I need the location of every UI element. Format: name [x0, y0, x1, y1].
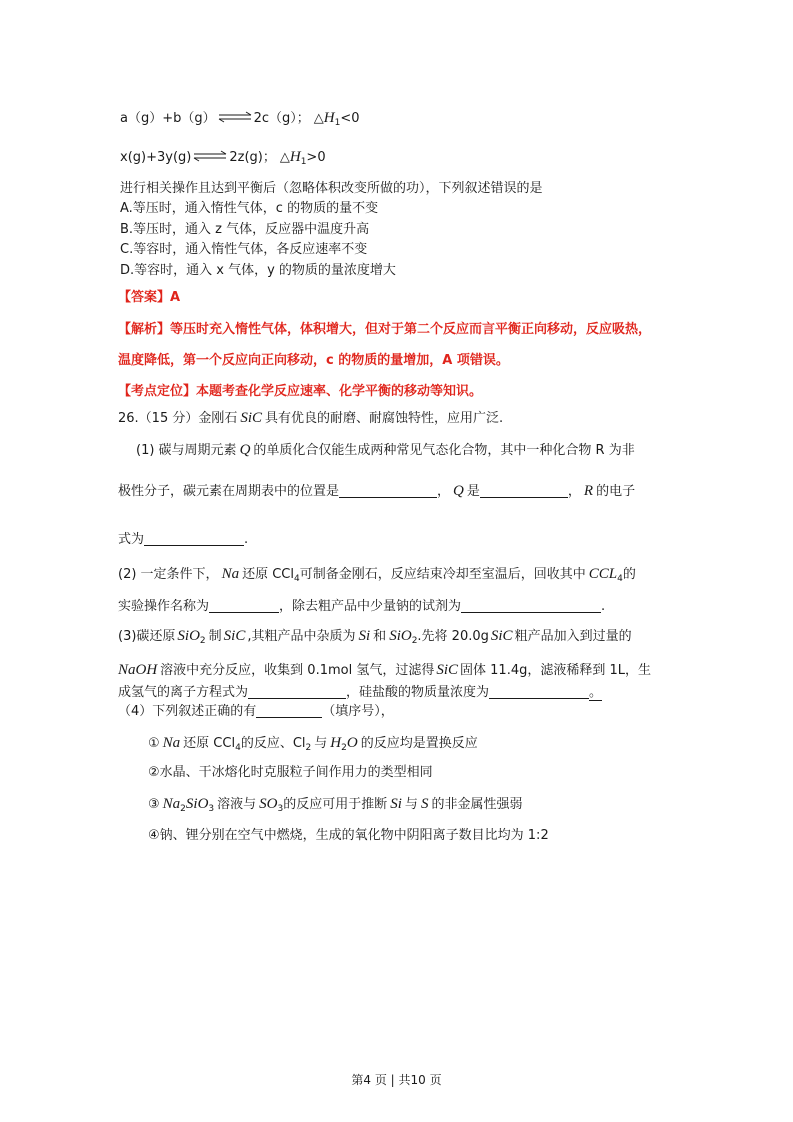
na2sio3-symbol: Na: [162, 796, 181, 812]
eq2-sub: 1: [300, 157, 307, 167]
text: 和: [373, 629, 387, 644]
sio2-symbol: SiO: [389, 628, 412, 644]
q26-p1-line2: [118, 483, 635, 500]
answer-blank-operation[interactable]: [209, 599, 279, 613]
sio2-symbol: SiO: [177, 628, 200, 644]
text: ③: [148, 797, 160, 812]
answer-blank-ionic-equation[interactable]: [248, 685, 346, 699]
eq2-delta: △: [279, 150, 290, 165]
ccl-symbol: CCL: [588, 566, 618, 582]
text: 2: [180, 804, 186, 814]
text: (3)碳还原: [118, 629, 176, 644]
text: (2) 一定条件下，: [118, 567, 219, 582]
text: 粗产品加入到过量的: [514, 629, 632, 644]
text: 的: [622, 567, 636, 582]
text: 极性分子，碳元素在周期表中的位置是: [118, 484, 340, 499]
eq2-left: x(g)+3y(g): [120, 150, 192, 165]
text: 溶液中充分反应，收集到 0.1mol 氢气，过滤得: [160, 663, 435, 678]
text: 3: [208, 804, 215, 814]
q26-p4-item1: [148, 735, 478, 756]
option-d: D.等容时，通入 x 气体，y 的物质的量浓度增大: [120, 263, 396, 278]
sic-symbol: SiC: [223, 628, 246, 644]
text: 制: [208, 629, 222, 644]
text: 的非金属性强弱: [431, 797, 523, 812]
sic-symbol: SiC: [490, 628, 513, 644]
text: 2: [305, 743, 312, 753]
text: 的反应均是置换反应: [360, 736, 478, 751]
na-symbol: Na: [162, 735, 181, 751]
answer-blank-choices[interactable]: [256, 704, 322, 718]
text: 还原 CCl: [183, 736, 236, 751]
na-symbol: Na: [221, 566, 240, 582]
text: O: [346, 735, 358, 751]
text: （4）下列叙述正确的有: [118, 704, 257, 719]
eq2-h: H: [289, 149, 301, 165]
equilibrium-arrow-icon: [193, 150, 227, 162]
analysis-line-1: 【解析】等压时充入惰性气体，体积增大，但对于第二个反应而言平衡正向移动，反应吸热，: [118, 322, 652, 337]
text: 与: [314, 736, 328, 751]
q-symbol: Q: [239, 442, 251, 458]
q26-p3-line2: [118, 662, 651, 679]
text: 可制备金刚石，反应结束冷却至室温后，回收其中: [299, 567, 586, 582]
text: 固体 11.4g，滤液稀释到 1L，生: [460, 663, 652, 678]
text: 4: [293, 574, 300, 584]
text: 与: [404, 797, 418, 812]
text: 。: [589, 685, 603, 700]
kaodian: 【考点定位】本题考查化学反应速率、化学平衡的移动等知识。: [118, 384, 483, 399]
text: ①: [148, 736, 160, 751]
text: (1) 碳与周期元素: [136, 443, 237, 458]
option-b: B.等压时，通入 z 气体，反应器中温度升高: [120, 222, 370, 237]
q26-p3-line3: [118, 685, 602, 701]
eq1-left: a（g）+b（g）: [120, 111, 216, 126]
text: 的反应可用于推断: [283, 797, 388, 812]
q26-p1-line1: [136, 442, 635, 459]
q26-header: [118, 410, 503, 427]
text: （填序号），: [322, 704, 394, 719]
text: 溶液与: [217, 797, 257, 812]
q-symbol: Q: [453, 483, 464, 499]
text: 4: [617, 574, 623, 584]
answer: 【答案】A: [118, 290, 181, 305]
text: .: [244, 532, 249, 547]
text: SiO: [185, 796, 209, 812]
q26-sic: SiC: [240, 410, 263, 426]
text: ，: [567, 484, 581, 499]
text: 2: [199, 636, 206, 646]
text: 4: [235, 743, 241, 753]
text: 是: [466, 484, 480, 499]
text: ,其粗产品中杂质为: [247, 629, 356, 644]
eq2-right: 2z(g)；: [229, 150, 276, 165]
text: 式为: [118, 532, 145, 547]
text: 还原 CCl: [242, 567, 294, 582]
text: 2: [341, 743, 347, 753]
q26-p4-item3: [148, 796, 522, 817]
text: .先将 20.0g: [417, 629, 489, 644]
answer-blank-reagent[interactable]: [461, 599, 601, 613]
question-stem: 进行相关操作且达到平衡后（忽略体积改变所做的功），下列叙述错误的是: [120, 181, 543, 196]
answer-blank-r[interactable]: [144, 532, 244, 546]
text: ，: [437, 484, 451, 499]
text: 的反应、Cl: [240, 736, 306, 751]
si-symbol: Si: [358, 628, 371, 644]
q26-p4-item4: ④钠、锂分别在空气中燃烧，生成的氧化物中阴阳离子数目比均为 1:2: [148, 828, 549, 843]
text: ，除去粗产品中少量钠的试剂为: [279, 599, 462, 614]
text: 的电子: [596, 484, 636, 499]
sic-symbol: SiC: [436, 662, 459, 678]
q26-p4-item2: ②水晶、干冰熔化时克服粒子间作用力的类型相同: [148, 765, 433, 780]
s-symbol: S: [420, 796, 429, 812]
eq1-right: 2c（g）；: [253, 111, 310, 126]
h2o-symbol: H: [330, 735, 342, 751]
r-symbol: R: [583, 483, 594, 499]
equilibrium-arrow-icon: [218, 111, 252, 123]
q26-p2-line2: [118, 599, 605, 615]
eq2-sign: >0: [306, 150, 326, 165]
naoh-symbol: NaOH: [118, 662, 158, 678]
q26-p3-line1: [118, 628, 632, 649]
text: 的单质化合仅能生成两种常见气态化合物，其中一种化合物 R 为非: [253, 443, 635, 458]
text: 实验操作名称为: [118, 599, 210, 614]
answer-blank-concentration[interactable]: [489, 685, 589, 699]
eq1-sign: <0: [340, 111, 360, 126]
text: ，硅盐酸的物质量浓度为: [346, 685, 490, 700]
text: .: [601, 599, 606, 614]
eq1-delta: △: [313, 111, 324, 126]
answer-blank-q[interactable]: [480, 484, 568, 498]
si-symbol: Si: [390, 796, 402, 812]
answer-blank-position[interactable]: [339, 484, 437, 498]
eq1-sub: 1: [334, 118, 341, 128]
equation-2: [120, 149, 326, 170]
eq1-h: H: [323, 110, 335, 126]
q26-p2-line1: [118, 566, 636, 587]
analysis-line-2: 温度降低，第一个反应向正向移动，c 的物质的量增加，A 项错误。: [118, 353, 509, 368]
text: 2: [411, 636, 418, 646]
option-a: A.等压时，通入惰性气体，c 的物质的量不变: [120, 201, 379, 216]
equation-1: [120, 110, 360, 131]
q26-rest: 具有优良的耐磨、耐腐蚀特性，应用广泛.: [265, 411, 504, 426]
page-footer: 第4 页 | 共10 页: [351, 1073, 442, 1087]
q26-p4-line1: [118, 704, 394, 720]
option-c: C.等容时，通入惰性气体，各反应速率不变: [120, 242, 368, 257]
q26-num: 26.（15 分）金刚石: [118, 411, 238, 426]
text: 3: [277, 804, 284, 814]
so3-symbol: SO: [259, 796, 278, 812]
text: 成氢气的离子方程式为: [118, 685, 249, 700]
q26-p1-line3: [118, 532, 248, 548]
